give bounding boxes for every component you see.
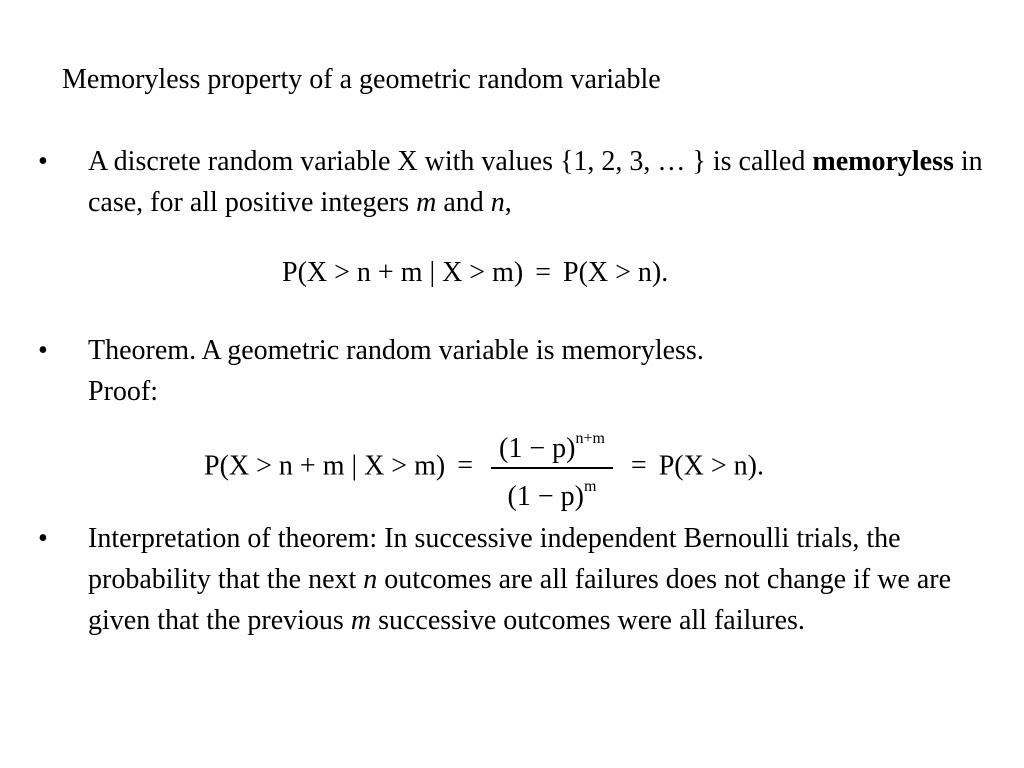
proof-label: Proof: [88, 376, 158, 407]
bullet-theorem [38, 330, 998, 412]
bullet-marker: • [38, 146, 48, 177]
equation-memoryless-definition [282, 255, 668, 291]
bullet-interpretation [38, 518, 998, 641]
equals-sign: = [535, 257, 551, 288]
fraction-numerator: $(1 - p)^{n+m}$ [491, 421, 613, 469]
equation-lhs: P(X > n + m | X > m) [282, 257, 524, 288]
slide-title: Memoryless property of a geometric random variable [62, 64, 661, 95]
equation-lhs: P(X > n + m | X > m) [204, 450, 446, 482]
bullet-marker: • [38, 523, 48, 554]
equation-rhs: P(X > n). [563, 257, 669, 288]
fraction-denominator: $(1 - p)^m$ [507, 478, 597, 512]
bullet-definition [38, 141, 998, 223]
fraction [491, 421, 613, 515]
bullet-marker: • [38, 335, 48, 366]
bullet-definition-text: A discrete random variable X with values {1, 2, 3, … } is called memoryless in case, for all positive integers m and n, [88, 146, 983, 218]
equals-sign: = [457, 450, 473, 482]
equals-sign: = [630, 450, 647, 482]
theorem-statement: Theorem. A geometric random variable is memoryless. [88, 335, 704, 366]
term-memoryless: memoryless [812, 146, 954, 177]
equation-rhs: P(X > n). [658, 450, 764, 482]
bullet-interpretation-text: Interpretation of theorem: In successive independent Bernoulli trials, the probability that the next n outcomes are all failures does not change if we are given that the previous m successive outcomes were all failures. [88, 523, 952, 636]
equation-proof [204, 421, 764, 515]
